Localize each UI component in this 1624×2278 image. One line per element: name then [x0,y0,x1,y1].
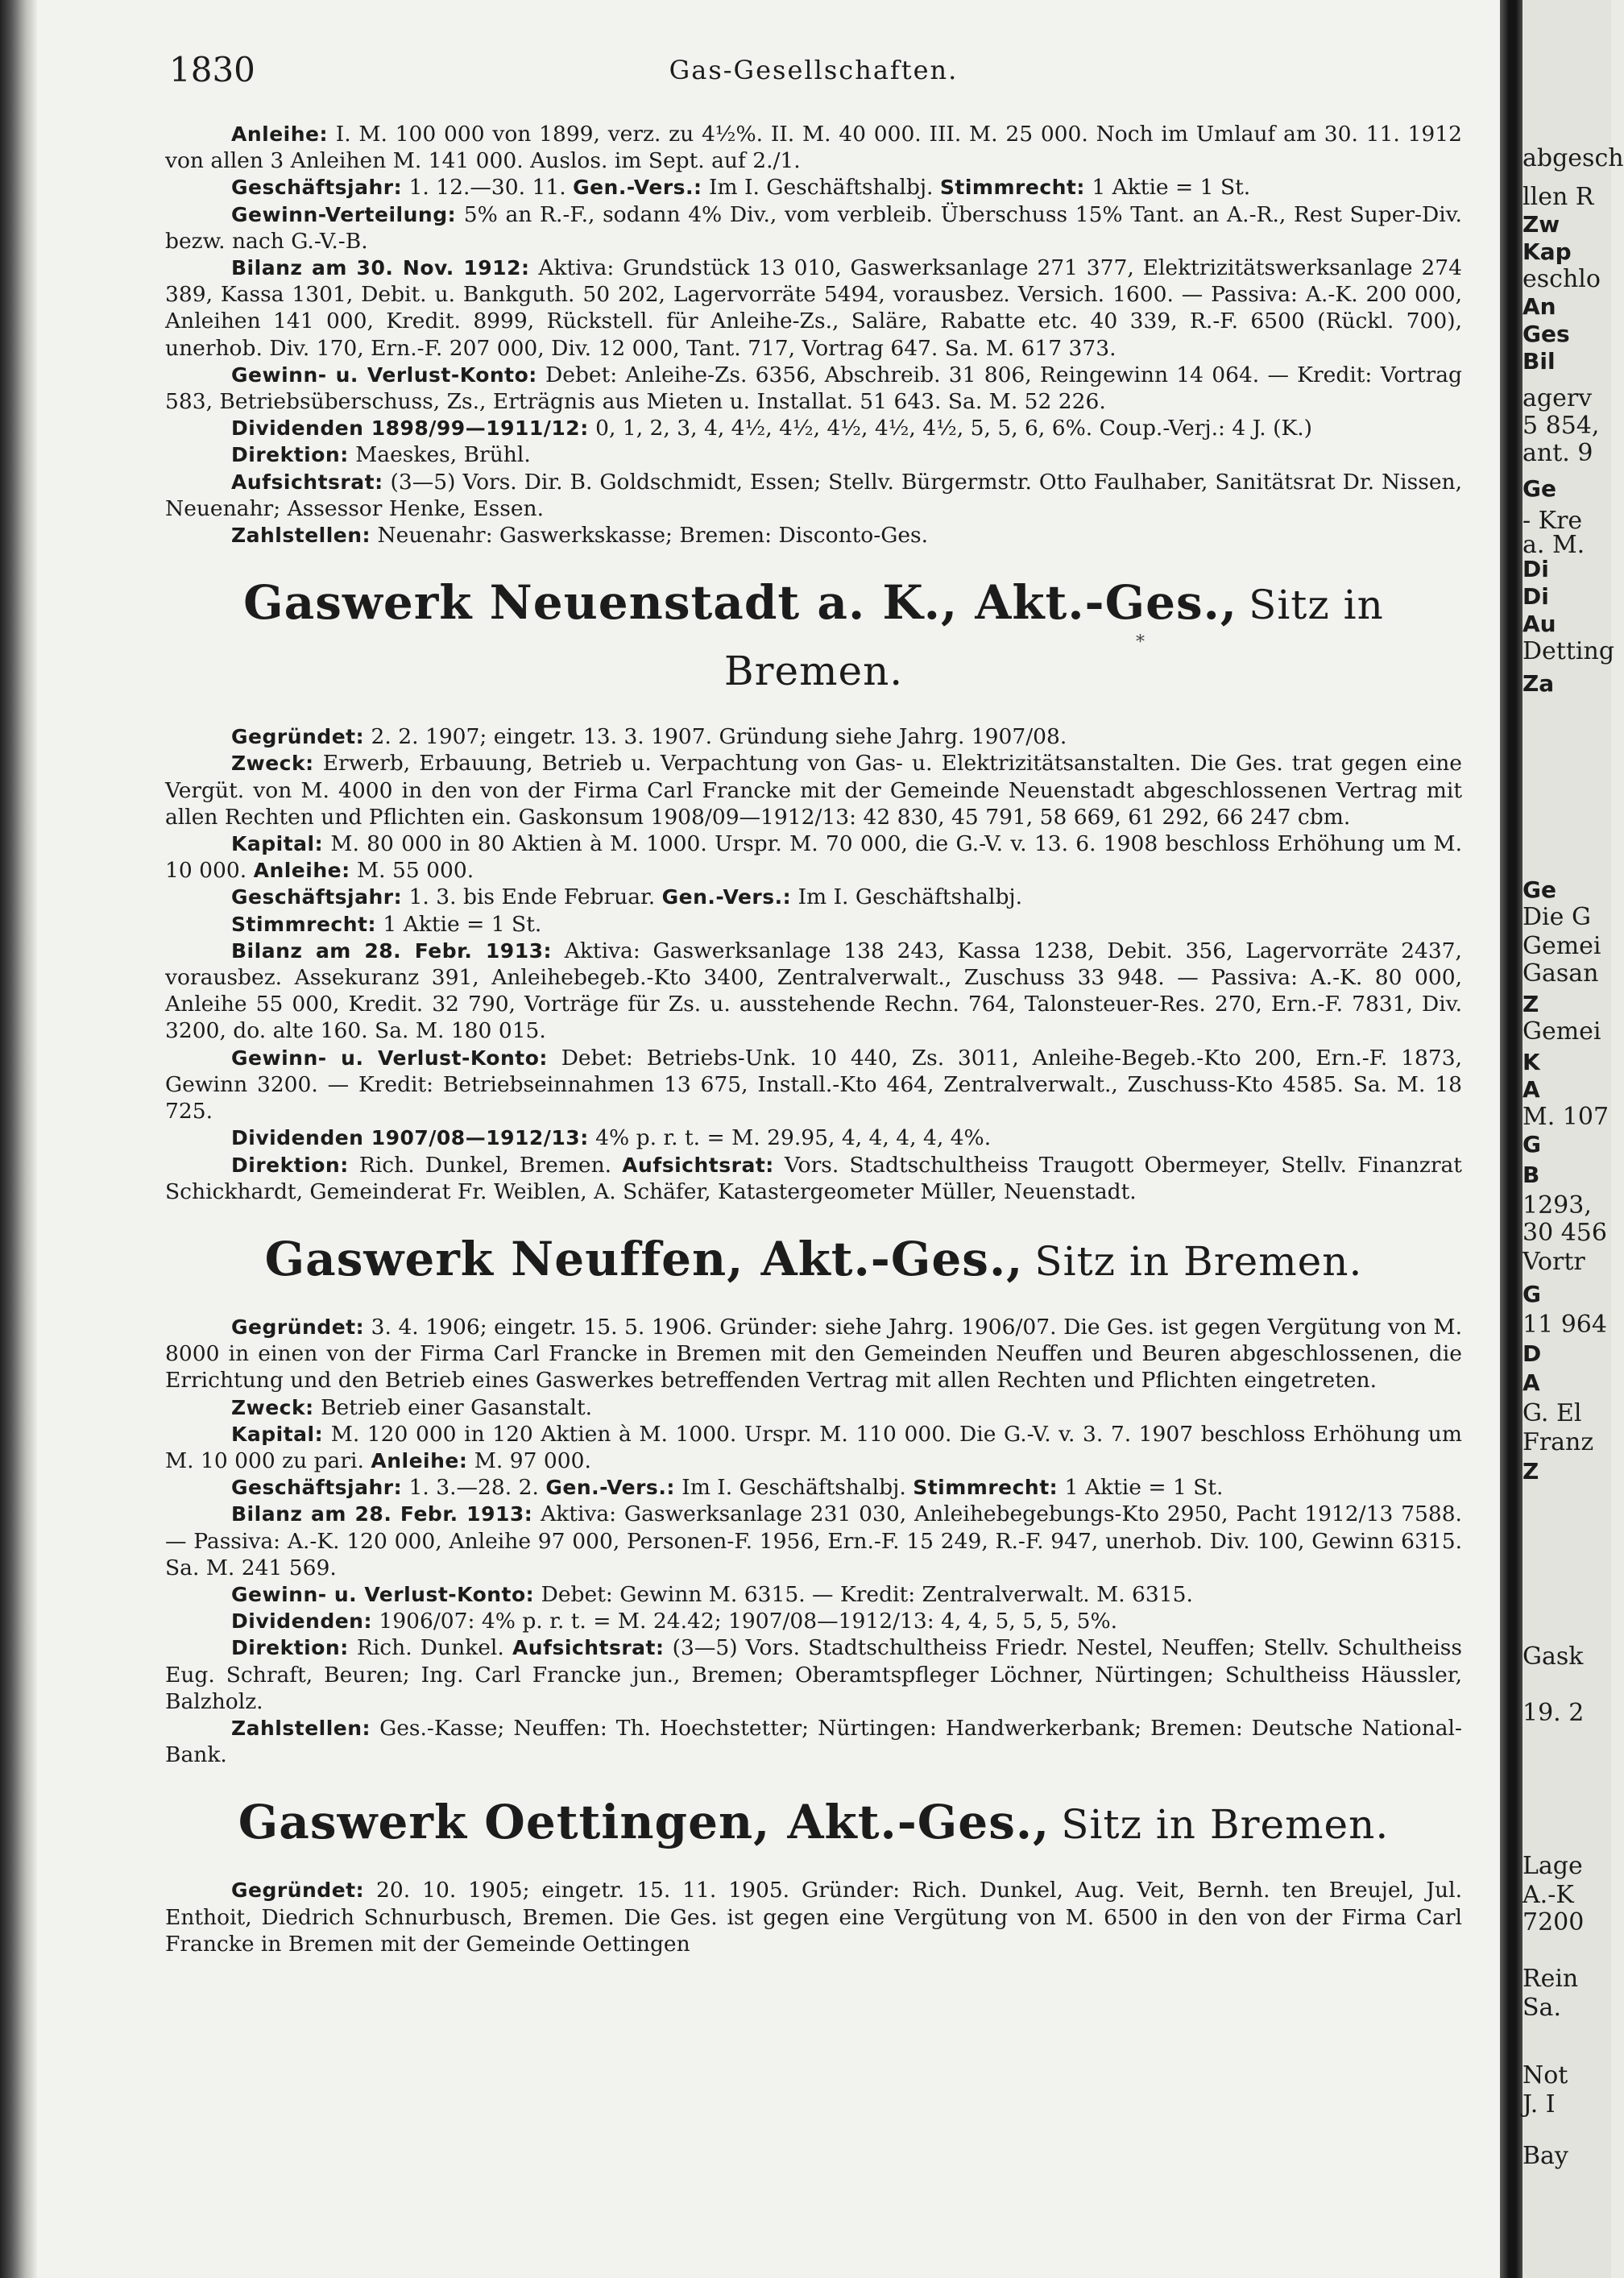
field-value: 1 Aktie = 1 St. [1092,175,1251,201]
field-label: Stimmrecht: [231,912,376,936]
field-value: Maeskes, Brühl. [355,442,531,468]
neighbor-text-fragment: Au [1522,611,1556,637]
field-value: Im I. Geschäftshalbj. [682,1475,906,1501]
entry-paragraph [165,522,1462,549]
company-section [165,1794,1462,1957]
entry-paragraph [165,1474,1462,1501]
entry-paragraph [165,750,1462,830]
field-value: (3—5) Vors. Dir. B. Goldschmidt, Essen; Stellv. Bürgermstr. Otto Faulhaber, Sanitätsrat Dr. Nissen, Neuenahr; Assessor Henke, Essen. [165,469,1462,521]
neighbor-text-fragment: Gemei [1522,1017,1601,1046]
field-label: Geschäftsjahr: [231,1476,403,1500]
neighbor-text-fragment: - Kre [1522,507,1583,535]
field-value: Ges.-Kasse; Neuffen: Th. Hoechstetter; Nürtingen: Handwerkerbank; Bremen: Deutsche National-Bank. [165,1715,1462,1768]
neighbor-text-fragment: Di [1522,556,1549,582]
entry-paragraph [165,723,1462,750]
field-label: Gegründet: [231,1878,365,1903]
field-label: Zweck: [231,1395,314,1419]
neighbor-text-fragment: G [1522,1131,1541,1158]
neighbor-text-fragment: Ge [1522,475,1556,502]
neighbor-text-fragment: J. I [1522,2090,1556,2119]
entry-paragraph [165,884,1462,910]
field-label: Direktion: [231,1636,349,1660]
entry-paragraph [165,441,1462,468]
neighbor-text-fragment: Rein [1522,1965,1579,1993]
field-label: Anleihe: [231,122,328,146]
field-label: Stimmrecht: [939,176,1085,200]
field-value: Debet: Gewinn M. 6315. — Kredit: Zentralverwalt. M. 6315. [541,1581,1193,1607]
section-title [165,1794,1462,1862]
entry-paragraph [165,1715,1462,1768]
entry-paragraph [165,911,1462,938]
neighbor-text-fragment: G [1522,1281,1541,1307]
entry-paragraph [165,1394,1462,1421]
field-value: M. 97 000. [474,1448,591,1473]
field-label: Gewinn-Verteilung: [231,202,457,226]
company-seat: Sitz in Bremen. [1061,1801,1390,1849]
neighbor-text-fragment: Ge [1522,876,1556,903]
entry-paragraph [165,201,1462,255]
company-name: Gaswerk Neuffen, Akt.-Ges., [264,1231,1024,1286]
company-section [165,1231,1462,1768]
field-label: Dividenden 1907/08—1912/13: [231,1126,589,1150]
field-label: Anleihe: [371,1448,468,1472]
neighbor-text-fragment: Vortr [1522,1248,1585,1276]
field-label: Kapital: [231,1422,324,1446]
entry-paragraph [165,938,1462,1045]
neighbor-text-fragment: 5 854, [1522,412,1600,440]
neighbor-text-fragment: eschlo [1522,265,1601,293]
neighbor-text-fragment: abgesch [1522,144,1624,172]
neighbor-text-fragment: Di [1522,583,1549,610]
entry-paragraph [165,1314,1462,1394]
speck-mark: * [1136,632,1145,652]
entry-paragraph [165,362,1462,415]
field-label: Gen.-Vers.: [573,176,702,200]
field-label: Dividenden 1898/99—1911/12: [231,416,589,441]
field-label: Geschäftsjahr: [231,176,403,200]
neighbor-text-fragment: Zw [1522,211,1560,238]
neighbor-text-fragment: llen R [1522,183,1594,211]
neighbor-text-fragment: Z [1522,1458,1539,1485]
field-value: M. 120 000 in 120 Aktien à M. 1000. Urspr. M. 110 000. Die G.-V. v. 3. 7. 1907 beschloss Erhöhung um M. 10 000 zu pari. [165,1421,1462,1473]
field-label: Gewinn- u. Verlust-Konto: [231,362,537,387]
entry-paragraph [165,121,1462,174]
field-label: Direktion: [231,1153,349,1177]
neighbor-text-fragment: Gask [1522,1642,1584,1671]
neighbor-text-fragment: Not [1522,2061,1568,2090]
entry-paragraph [165,469,1462,522]
neighbor-text-fragment: Za [1522,670,1555,697]
neighbor-text-fragment: 11 964 [1522,1311,1607,1339]
running-head: Gas-Gesellschaften. [669,55,959,85]
field-value: 2. 2. 1907; eingetr. 13. 3. 1907. Gründung siehe Jahrg. 1907/08. [371,724,1067,750]
field-label: Stimmrecht: [913,1476,1058,1500]
field-label: Gewinn- u. Verlust-Konto: [231,1582,535,1606]
neighbor-text-fragment: Kap [1522,238,1572,265]
field-value: Neuenahr: Gaswerkskasse; Bremen: Disconto-Ges. [377,523,929,549]
neighbor-text-fragment: B [1522,1162,1540,1188]
neighbor-text-fragment: Gasan [1522,959,1599,988]
neighbor-page-edge [1522,0,1624,2278]
field-value: 0, 1, 2, 3, 4, 4½, 4½, 4½, 4½, 4½, 5, 5, 6, 6%. Coup.-Verj.: 4 J. (K.) [595,416,1312,441]
field-value: Aktiva: Grundstück 13 010, Gaswerksanlage 271 377, Elektrizitätswerksanlage 274 389, Kassa 1301, Debit. u. Bankguth. 50 202, Lagervorräte 5494, vorausbez. Versich. 1600. — Passiva: A.-K. 200 000, Anleihen 141 000, Kredit. 8999, Rückstell. für Anleihe-Zs., Saläre, Rabatte etc. 40 339, R.-F. 6500 (Rückl. 700), unerhob. Div. 170, Ern.-F. 207 000, Div. 12 000, Tant. 717, Vortrag 647. Sa. M. 617 373. [165,255,1462,361]
field-label: Bilanz am 28. Febr. 1913: [231,938,552,963]
neighbor-text-fragment: An [1522,293,1556,320]
entry-paragraph [165,174,1462,201]
entry-paragraph [165,1501,1462,1581]
neighbor-text-fragment: 30 456 [1522,1219,1607,1247]
field-label: Gen.-Vers.: [545,1476,675,1500]
entry-paragraph [165,1125,1462,1151]
neighbor-text-fragment: Sa. [1522,1994,1561,2022]
field-label: Zahlstellen: [231,524,371,548]
field-label: Direktion: [231,443,349,467]
field-label: Kapital: [231,832,324,856]
company-name: Gaswerk Neuenstadt a. K., Akt.-Ges., [243,575,1238,631]
entry-paragraph [165,1634,1462,1715]
neighbor-text-fragment: 19. 2 [1522,1699,1585,1727]
neighbor-text-fragment: Bil [1522,348,1556,375]
field-value: Vors. Stadtschultheiss Traugott Obermeyer, Stellv. Finanzrat Schickhardt, Gemeinderat Fr. Weiblen, A. Schäfer, Katastergeometer Müller, Neuenstadt. [165,1152,1462,1204]
field-value: 1. 3.—28. 2. [408,1475,539,1501]
neighbor-text-fragment: G. El [1522,1399,1582,1427]
field-label: Zahlstellen: [231,1716,371,1740]
page-gutter [1500,0,1522,2278]
section-title [165,574,1462,709]
field-label: Bilanz am 28. Febr. 1913: [231,1502,533,1526]
field-label: Gen.-Vers.: [661,885,792,909]
neighbor-text-fragment: 1293, [1522,1191,1592,1220]
entry-paragraph [165,1152,1462,1205]
company-seat: Sitz in Bremen. [1034,1237,1363,1285]
neighbor-text-fragment: Z [1522,991,1539,1017]
neighbor-text-fragment: K [1522,1049,1540,1075]
field-value: 4% p. r. t. = M. 29.95, 4, 4, 4, 4, 4%. [595,1125,992,1151]
company-seat: Sitz in Bremen. [723,582,1384,695]
company-sections [165,574,1462,1957]
field-label: Dividenden: [231,1609,372,1634]
field-value: 1 Aktie = 1 St. [1064,1475,1224,1501]
field-value: 1 Aktie = 1 St. [383,911,542,937]
field-value: Im I. Geschäftshalbj. [708,175,934,201]
field-value: Aktiva: Gaswerksanlage 231 030, Anleihebegebungs-Kto 2950, Pacht 1912/13 7588. — Passiva: A.-K. 120 000, Anleihe 97 000, Personen-F. 1956, Ern.-F. 15 249, R.-F. 947, unerhob. Div. 100, Gewinn 6315. Sa. M. 241 569. [165,1501,1462,1580]
field-value: Im I. Geschäftshalbj. [798,884,1023,910]
entry-paragraph [165,415,1462,441]
field-value: Erwerb, Erbauung, Betrieb u. Verpachtung von Gas- u. Elektrizitätsanstalten. Die Ges. trat gegen eine Vergüt. von M. 4000 in den von der Firma Carl Francke mit der Gemeinde Neuenstadt abgeschlossenen Vertrag mit allen Rechten und Pflichten ein. Gaskonsum 1908/09—1912/13: 42 830, 45 791, 58 669, 61 292, 66 247 cbm. [165,751,1462,830]
company-section [165,574,1462,1205]
field-label: Gewinn- u. Verlust-Konto: [231,1046,548,1070]
company-name: Gaswerk Oettingen, Akt.-Ges., [238,1795,1050,1850]
neighbor-text-fragment: M. 107 [1522,1103,1610,1131]
entry-paragraph [165,1045,1462,1125]
field-label: Aufsichtsrat: [512,1636,665,1660]
neighbor-text-fragment: Die G [1522,903,1591,931]
field-value: Betrieb einer Gasanstalt. [321,1394,593,1420]
neighbor-text-fragment: Bay [1522,2142,1568,2170]
field-value: Debet: Betriebs-Unk. 10 440, Zs. 3011, Anleihe-Begeb.-Kto 200, Ern.-F. 1873, Gewinn 3200. — Kredit: Betriebseinnahmen 13 675, Install.-Kto 464, Zentralverwalt., Zuschuss-Kto 4585. Sa. M. 18 725. [165,1045,1462,1125]
page-number: 1830 [169,50,255,89]
field-value: Rich. Dunkel, Bremen. [358,1152,612,1178]
entry-paragraph [165,255,1462,362]
field-value: Debet: Anleihe-Zs. 6356, Abschreib. 31 806, Reingewinn 14 064. — Kredit: Vortrag 583, Betriebsüberschuss, Zs., Erträgnis aus Mieten u. Installat. 51 643. Sa. M. 52 226. [165,362,1462,415]
neighbor-text-fragment: ant. 9 [1522,439,1593,467]
field-value: Rich. Dunkel. [356,1635,504,1661]
field-value: 3. 4. 1906; eingetr. 15. 5. 1906. Gründer: siehe Jahrg. 1906/07. Die Ges. ist gegen Vergütung von M. 8000 in einen von der Firma Carl Francke in Bremen mit den Gemeinden Neuffen und Beuren abgeschlossenen, die Errichtung und den Betrieb eines Gaswerkes betreffenden Vertrag mit allen Rechten und Pflichten eingetreten. [165,1314,1462,1394]
field-value: 1. 12.—30. 11. [408,175,566,201]
field-value: M. 55 000. [357,858,474,884]
section-title [165,1231,1462,1299]
field-label: Aufsichtsrat: [231,470,383,494]
field-label: Gegründet: [231,1315,365,1339]
field-value: 5% an R.-F., sodann 4% Div., vom verbleib. Überschuss 15% Tant. an A.-R., Rest Super-Div. bezw. nach G.-V.-B. [165,201,1462,254]
neighbor-text-fragment: 7200 [1522,1908,1585,1936]
page-content [165,121,1462,1957]
intro-entry [165,121,1462,549]
field-label: Aufsichtsrat: [622,1153,774,1177]
neighbor-text-fragment: Lage [1522,1852,1583,1880]
neighbor-text-fragment: Ges [1522,321,1570,347]
neighbor-text-fragment: Franz [1522,1428,1594,1456]
neighbor-text-fragment: Gemei [1522,932,1601,960]
field-label: Anleihe: [253,859,350,883]
neighbor-text-fragment: D [1522,1340,1542,1367]
field-label: Gegründet: [231,725,365,749]
field-value: 1906/07: 4% p. r. t. = M. 24.42; 1907/08—1912/13: 4, 4, 5, 5, 5, 5%. [379,1609,1118,1634]
field-value: (3—5) Vors. Stadtschultheiss Friedr. Nestel, Neuffen; Stellv. Schultheiss Eug. Schraft, Beuren; Ing. Carl Francke jun., Bremen; Oberamtspfleger Löchner, Nürtingen; Schultheiss Häussler, Balzholz. [165,1635,1462,1714]
field-value: M. 80 000 in 80 Aktien à M. 1000. Urspr. M. 70 000, die G.-V. v. 13. 6. 1908 beschloss Erhöhung um M. 10 000. [165,831,1462,884]
field-value: Aktiva: Gaswerksanlage 138 243, Kassa 1238, Debit. 356, Lagervorräte 2437, vorausbez. Assekuranz 391, Anleihebegeb.-Kto 3400, Zentralverwalt., Zuschuss 33 948. — Passiva: A.-K. 80 000, Anleihe 55 000, Kredit. 32 790, Vorträge für Zs. u. ausstehende Rechn. 764, Talonsteuer-Res. 270, Ern.-F. 7831, Div. 3200, do. alte 160. Sa. M. 180 015. [165,938,1462,1044]
neighbor-text-fragment: A.-K [1522,1881,1574,1909]
neighbor-text-fragment: a. M. [1522,531,1585,559]
entry-paragraph [165,1877,1462,1957]
field-value: I. M. 100 000 von 1899, verz. zu 4½%. II. M. 40 000. III. M. 25 000. Noch im Umlauf am 30. 11. 1912 von allen 3 Anleihen M. 141 000. Auslos. im Sept. auf 2./1. [165,122,1462,174]
neighbor-text-fragment: A [1522,1369,1540,1396]
field-label: Bilanz am 30. Nov. 1912: [231,256,530,280]
entry-paragraph [165,1581,1462,1608]
field-value: 1. 3. bis Ende Februar. [408,884,656,910]
neighbor-text-fragment: A [1522,1076,1540,1103]
entry-paragraph [165,1608,1462,1634]
field-value: 20. 10. 1905; eingetr. 15. 11. 1905. Gründer: Rich. Dunkel, Aug. Veit, Bernh. ten Breujel, Jul. Enthoit, Diedrich Schnurbusch, Bremen. Die Ges. ist gegen eine Vergütung von M. 6500 in den von der Firma Carl Francke in Bremen mit der Gemeinde Oettingen [165,1878,1462,1957]
book-binding-shadow [0,0,37,2278]
neighbor-text-fragment: Detting [1522,637,1615,665]
field-label: Geschäftsjahr: [231,885,403,909]
neighbor-text-fragment: agerv [1522,384,1593,412]
page-header [169,50,1458,98]
entry-paragraph [165,830,1462,884]
entry-paragraph [165,1421,1462,1474]
field-label: Zweck: [231,752,314,776]
